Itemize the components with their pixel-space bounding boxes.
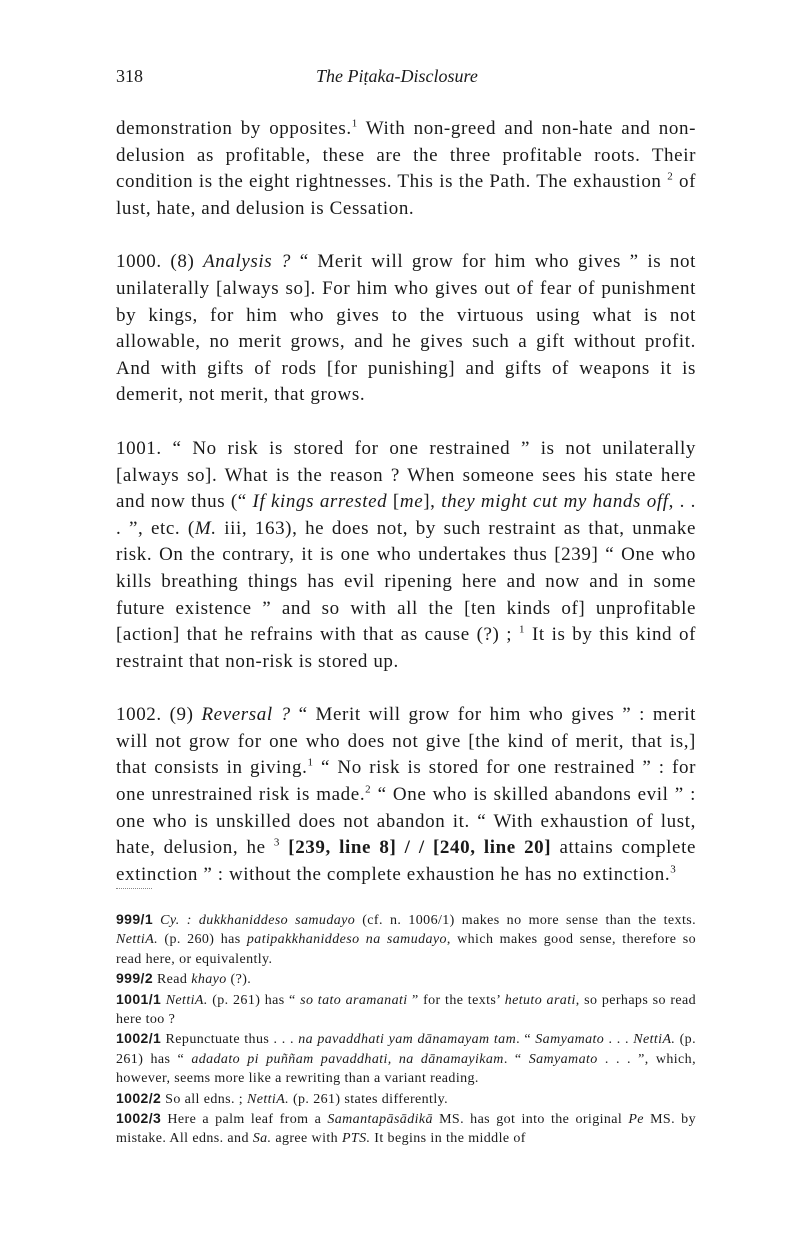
running-title: The Piṭaka-Disclosure (316, 66, 478, 86)
footnote-separator (116, 888, 152, 889)
footnote-ref: 1 (351, 117, 358, 130)
footnote-ref: 2 (667, 170, 674, 183)
footnote-ref: 3 (670, 863, 677, 876)
body-text (116, 116, 696, 888)
footnote-ref: 1 (307, 757, 314, 770)
paragraph-1002: 1002. (9) Reversal ? “ Merit will grow for him who gives ” : merit will not grow for one who does not give [the kind of merit, that is,] that consists in giving.$^1$ “ No risk is stored for one restrained ” : for one unrestrained risk is made.$^2$ “ One who is skilled abandons evil ” : one who is unskilled does not abandon it. “ With exhaustion of lust, hate, delusion, he $^3$ [239, line 8] / / [240, line 20] attains complete extinction ” : without the complete exhaustion he has no extinction.$^3$ (116, 704, 697, 885)
footnote-ref: 1 (519, 623, 526, 636)
footnote-1002-1: 1002/1 Repunctuate thus . . . na pavaddhati yam dānamayam tam. “ Samyamato . . . NettiA. (p. 261) has “ adadato pi puññam pavaddhati, na dānamayikam. “ Samyamato . . . ”, which, however, seems more like a rewriting than a variant reading. (116, 1030, 696, 1087)
section-heading-reversal: Reversal ? (201, 704, 291, 726)
footnote-1001-1: 1001/1 NettiA. (p. 261) has “ so tato aramanati ” for the texts’ hetuto arati, so perhaps so read here too ? (116, 990, 697, 1028)
page-break-marker: [239, line 8] / / [240, line 20] (288, 837, 552, 859)
section-heading-analysis: Analysis ? (203, 251, 292, 273)
running-head (116, 66, 696, 90)
footnote-ref: 3 (273, 836, 280, 849)
footnote-ref: 2 (365, 783, 372, 796)
footnote-1002-3: 1002/3 Here a palm leaf from a Samantapāsādikā MS. has got into the original Pe MS. by mistake. All edns. and Sa. agree with PTS. It begins in the middle of (116, 1110, 696, 1147)
footnote-1002-2: 1002/2 So all edns. ; NettiA. (p. 261) states differently. (116, 1089, 448, 1107)
paragraph-1001: 1001. “ No risk is stored for one restrained ” is not unilaterally [always so]. What is the reason ? When someone sees his state here and now thus (“ If kings arrested [me], they might cut my hands off, . . . ”, etc. (M. iii, 163), he does not, by such restraint as that, unmake risk. On the contrary, it is one who undertakes thus [239] “ One who kills breathing things has evil ripening here and now and in some future existence ” and so with all the [ten kinds of] unprofitable [action] that he refrains with that as cause (?) ; $^1$ It is by this kind of restraint that non-risk is stored up. (116, 437, 696, 672)
footnote-999-2: 999/2 Read khayo (?). (116, 970, 252, 988)
footnote-999-1: 999/1 Cy. : dukkhaniddeso samudayo (cf. n. 1006/1) makes no more sense than the texts. NettiA. (p. 260) has patipakkhaniddeso na samudayo, which makes good sense, therefore so read here, or equivalently. (116, 911, 696, 967)
footnotes (116, 910, 696, 1149)
page-number: 318 (116, 66, 143, 86)
paragraph-1000: 1000. (8) Analysis ? “ Merit will grow for him who gives ” is not unilaterally [always so]. For him who gives out of fear of punishment by kings, for him who gives to the virtuous using what is not allowable, no merit grows, and he gives such a gift without profit. And with gifts of rods [for punishing] and gifts of weapons it is demerit, not merit, that grows. (116, 251, 697, 406)
paragraph-continuation: demonstration by opposites.$^1$ With non-greed and non-hate and non-delusion as profitable, these are the three profitable roots. Their condition is the eight rightnesses. This is the Path. The exhaustion $^2$ of lust, hate, and delusion is Cessation. (116, 117, 696, 219)
